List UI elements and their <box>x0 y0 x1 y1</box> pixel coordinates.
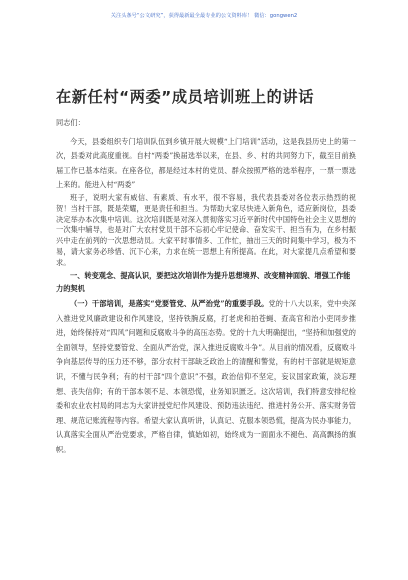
document-title: 在新任村“两委”成员培训班上的讲话 <box>56 88 314 106</box>
paragraph-2: 班子，说明大家有威信、有素质、有水平，很不容易，我代表县委对各位表示热烈的祝贺！当村干部，既是荣耀，更是责任和担当。为帮助大家尽快进入新角色，适应新岗位，县委决定举办本次集中培训。这次培训既是对深入贯彻落实习近平新时代中国特色社会主义思想的一次集中辅导，也是对广大农村党员干部不忘初心牢记使命、奋发实干、担当有为，在乡村振兴中走在前列的一次思想动员。大家平时事情多、工作忙，抽出三天的时间集中学习，极为不易，请大家务必珍惜、沉下心来，力求在统一思想上有所提高。在此，对大家提几点希望和要求。 <box>56 192 356 267</box>
sub-heading-1: （一）干部培训，是落实“党要管党、从严治党”的重要手段。 <box>70 298 269 308</box>
document-body <box>56 116 356 457</box>
salutation: 同志们： <box>56 118 85 127</box>
section-heading-1: 一、转变观念、提高认识，要把这次培训作为提升思想境界、改变精神面貌、增强工作能力的契机 <box>56 270 351 293</box>
sub-section-1 <box>56 297 356 458</box>
sub-paragraph-1: 党的十八大以来，党中央深入推进党风廉政建设和作风建设，坚持铁腕反腐，打老虎和拍苍蝇、查高官和治小吏同步推进，始终保持对“四风”问题和反腐败斗争的高压态势。党的十九大明确提出，“坚持和加强党的全面领导，坚持党要管党、全面从严治党，深入推进反腐败斗争”。从目前的情况看，反腐败斗争向基层传导的压力还不够，部分农村干部缺乏政治上的清醒和警觉，有的村干部就是规矩意识，不懂与民争利；有的村干部“四个意识”不强，政治信仰不坚定，妄议国家政策，淡忘理想、丧失信仰；有的干部本领不足、本领恐慌，业务知识匮乏。这次培训，我们特意安排纪检委和农业农村局的同志为大家讲授党纪作风建设、预防违法违纪、推进村务公开、落实财务管理、规范记账流程等内容。希望大家认真听讲，认真记、克服本领恐慌，提高为民办事能力，认真落实全面从严治党要求，严格自律，慎始如初，始终成为一面面永不褪色、高高飘扬的旗帜。 <box>56 298 356 454</box>
paragraph-1: 今天，县委组织专门培训队伍到乡镇开展大规模“上门培训”活动，这是我县历史上的第一次，县委对此高度重视。自村“两委”换届选举以来，在县、乡、村的共同努力下，截至目前换届工作已基本结束。在座各位，都是经过本村的党员、群众按照严格的选举程序，一票一票选上来的。能进入村“两委” <box>56 136 356 190</box>
top-banner-text[interactable]: 关注头条号“公文研究”，获得最新最全最专业的公文资料库！ 微信：gongwen2 <box>110 13 298 19</box>
